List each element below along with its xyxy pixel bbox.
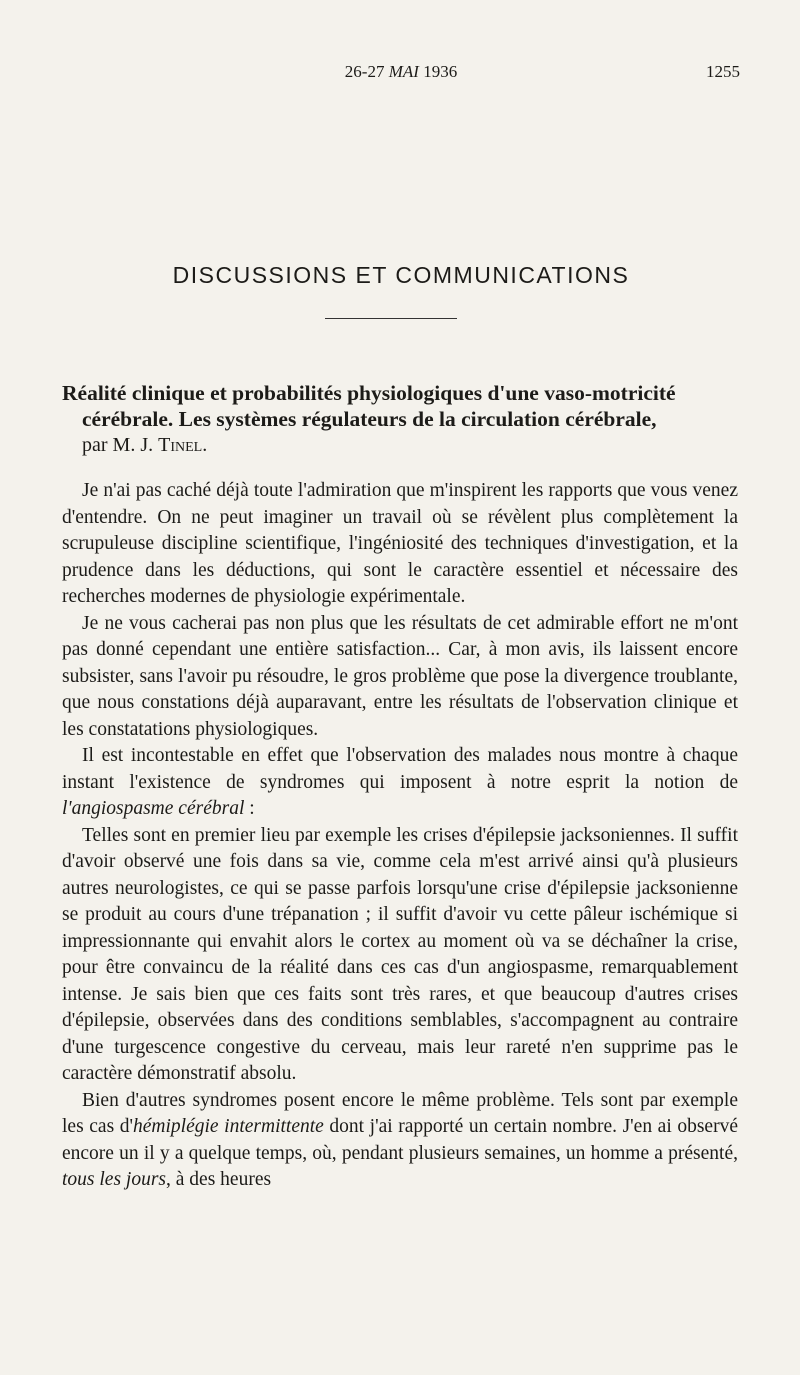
running-head-date: 26-27 MAI 1936 [344, 62, 458, 81]
byline: par M. J. Tinel. [82, 434, 208, 456]
section-title: DISCUSSIONS ET COMMUNICATIONS [172, 262, 630, 288]
author-name: Tinel. [158, 434, 208, 456]
paragraph-5: Bien d'autres syndromes posent encore le même problème. Tels sont par exemple les cas d'hémiplégie intermittente dont j'ai rapporté un certain nombre. J'en ai observé encore un il y a quelque temps, où, pendant plusieurs semaines, un homme a présenté, tous les jours, à des heures [62, 1089, 738, 1190]
paragraph-3: Il est incontestable en effet que l'observation des malades nous montre à chaque instant l'existence de syndromes qui imposent à notre esprit la notion de l'angiospasme cérébral : [62, 745, 738, 819]
paragraph-1: Je n'ai pas caché déjà toute l'admiration que m'inspirent les rapports que vous venez d'entendre. On ne peut imaginer un travail où se révèlent plus complètement la scrupuleuse discipline scientifique, l'ingéniosité des techniques d'investigation, et la prudence dans les déductions, qui sont le caractère essentiel et nécessaire des recherches modernes de physiologie expérimentale. [62, 480, 738, 607]
article-body [62, 478, 738, 1194]
title-divider [325, 318, 457, 319]
article-title-line-2: cérébrale. Les systèmes régulateurs de la circulation cérébrale, [82, 407, 657, 431]
page-number: 1255 [706, 62, 740, 81]
running-head [62, 62, 740, 86]
paragraph-2: Je ne vous cacherai pas non plus que les résultats de cet admirable effort ne m'ont pas donné cependant une entière satisfaction... Car, à mon avis, ils laissent encore subsister, sans l'avoir pu résoudre, le gros problème que pose la divergence troublante, que nous constations déjà auparavant, entre les résultats de l'observation clinique et les constatations physiologiques. [62, 612, 738, 740]
paragraph-4: Telles sont en premier lieu par exemple les crises d'épilepsie jacksoniennes. Il suffit d'avoir observé une fois dans sa vie, comme cela m'est arrivé ainsi qu'à plusieurs autres neurologistes, ce qui se passe parfois lorsqu'une crise d'épilepsie jacksonienne se produit au cours d'une trépanation ; il suffit d'avoir vu cette pâleur ischémique si impressionnante qui envahit alors le cortex au moment où va se déchaîner la crise, pour être convaincu de la réalité dans ces cas d'un angiospasme, remarquablement intense. Je sais bien que ces faits sont très rares, et que beaucoup d'autres crises d'épilepsie, observées dans des conditions semblables, s'accompagnent au contraire d'une turgescence congestive du cerveau, mais leur rareté n'en supprime pas le caractère démonstratif absolu. [62, 824, 738, 1084]
article-title-line-1: Réalité clinique et probabilités physiologiques d'une vaso-motricité [62, 381, 676, 405]
article-title [62, 380, 740, 432]
